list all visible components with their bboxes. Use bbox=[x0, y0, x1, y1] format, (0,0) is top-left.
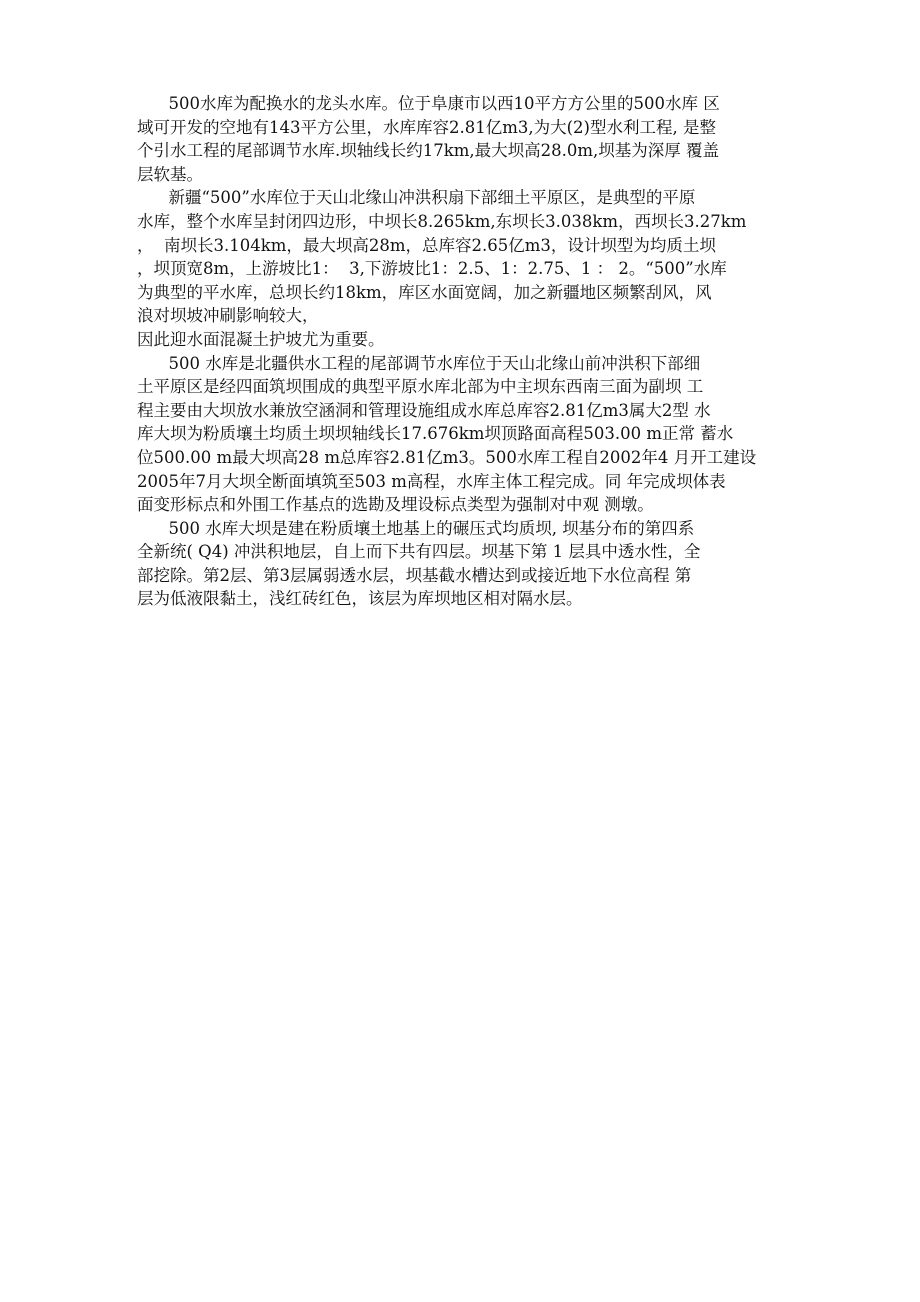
text-line: 位500.00 m最大坝高28 m总库容2.81亿m3。500水库工程自2002年4 月开工建设 bbox=[137, 447, 757, 467]
text-line: 层为低液限黏土，浅红砖红色，该层为库坝地区相对隔水层。 bbox=[137, 589, 583, 609]
text-line: 面变形标点和外围工作基点的选勘及埋设标点类型为强制对中观 测墩。 bbox=[137, 495, 654, 515]
text-line: 水库，整个水库呈封闭四边形，中坝长8.265km,东坝长3.038km，西坝长3.27km bbox=[137, 211, 747, 231]
text-line: 新疆“500”水库位于天山北缘山冲洪积扇下部细土平原区，是典型的平原 bbox=[137, 188, 696, 208]
text-line: 浪对坝坡冲刷影响较大， bbox=[137, 306, 319, 326]
text-line: 500 水库是北疆供水工程的尾部调节水库位于天山北缘山前冲洪积下部细 bbox=[137, 353, 701, 373]
text-line: 为典型的平水库，总坝长约18km，库区水面宽阔，加之新疆地区频繁刮风，风 bbox=[137, 282, 712, 302]
text-line: 全新统( Q4) 冲洪积地层，自上而下共有四层。坝基下第 1 层具中透水性，全 bbox=[137, 542, 701, 562]
text-line: 因此迎水面混凝土护坡尤为重要。 bbox=[137, 329, 385, 349]
body-text bbox=[137, 92, 797, 611]
text-line: 个引水工程的尾部调节水库.坝轴线长约17km,最大坝高28.0m,坝基为深厚 覆盖 bbox=[137, 141, 720, 161]
text-line: 层软基。 bbox=[137, 164, 203, 184]
text-line: 域可开发的空地有143平方公里，水库库容2.81亿m3,为大(2)型水利工程, 是整 bbox=[137, 117, 716, 137]
text-line: 500水库为配换水的龙头水库。位于阜康市以西10平方方公里的500水库 区 bbox=[137, 94, 720, 113]
text-line: ， 南坝长3.104km，最大坝高28m，总库容2.65亿m3，设计坝型为均质土坝 bbox=[137, 235, 716, 255]
text-line: ，坝顶宽8m，上游坡比1： 3,下游坡比1：2.5、1：2.75、1 ： 2。“500”水库 bbox=[137, 259, 727, 279]
text-line: 程主要由大坝放水兼放空涵洞和管理设施组成水库总库容2.81亿m3属大2型 水 bbox=[137, 400, 711, 420]
text-line: 2005年7月大坝全断面填筑至503 m高程，水库主体工程完成。同 年完成坝体表 bbox=[137, 471, 726, 491]
text-line: 500 水库大坝是建在粉质壤土地基上的碾压式均质坝, 坝基分布的第四系 bbox=[137, 518, 695, 538]
text-line: 库大坝为粉质壤土均质土坝坝轴线长17.676km坝顶路面高程503.00 m正常 蓄水 bbox=[137, 424, 734, 444]
text-line: 土平原区是经四面筑坝围成的典型平原水库北部为中主坝东西南三面为副坝 工 bbox=[137, 377, 704, 397]
text-line: 部挖除。第2层、第3层属弱透水层，坝基截水槽达到或接近地下水位高程 第 bbox=[137, 565, 692, 585]
